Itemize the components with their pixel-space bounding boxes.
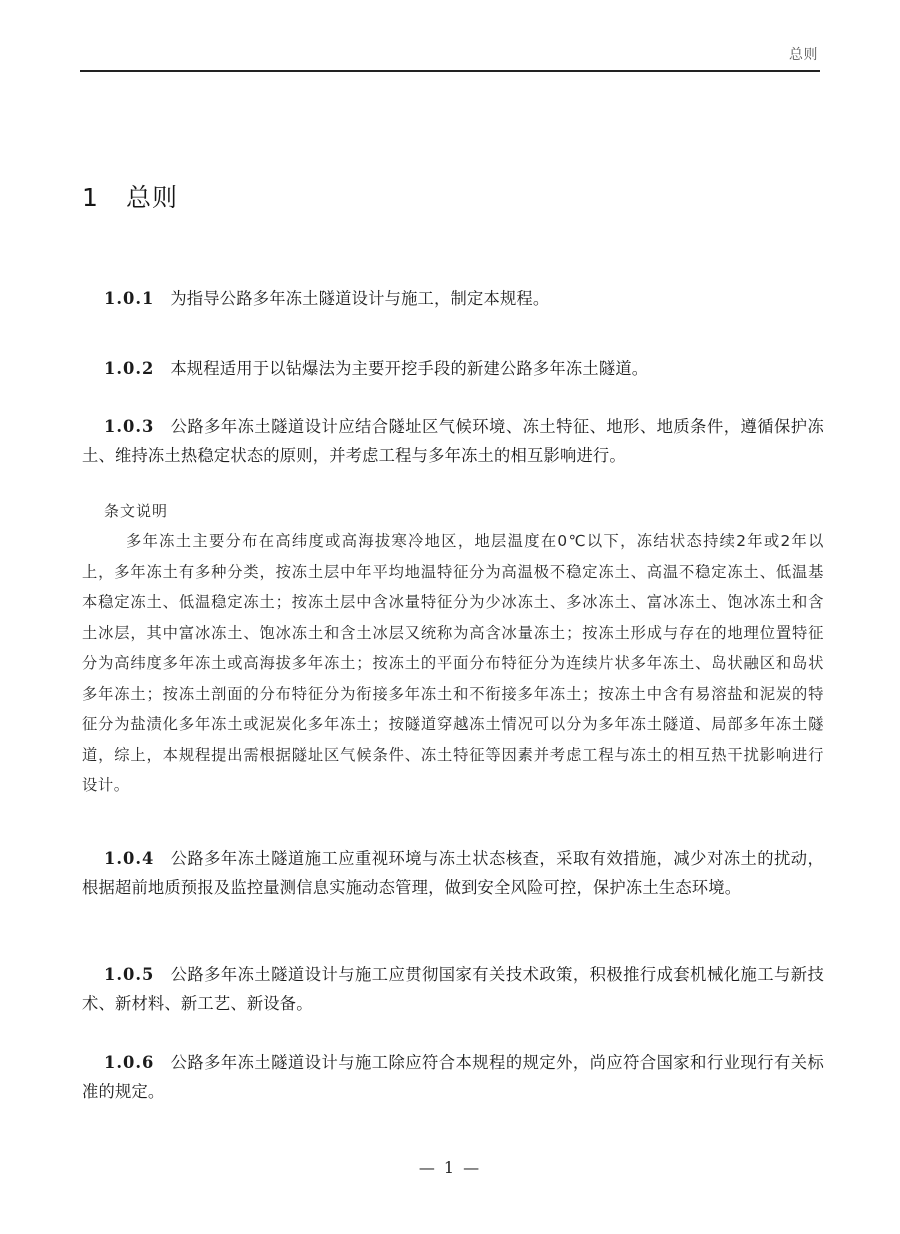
clause-text: 公路多年冻土隧道设计应结合隧址区气候环境、冻土特征、地形、地质条件，遵循保护冻土、维持冻土热稳定状态的原则，并考虑工程与多年冻土的相互影响进行。: [82, 417, 824, 465]
clause-1-0-4: [82, 844, 824, 902]
running-head: 总则: [789, 47, 818, 63]
clause-1-0-6: [82, 1048, 824, 1106]
clause-text: 公路多年冻土隧道施工应重视环境与冻土状态核查，采取有效措施，减少对冻土的扰动，根据超前地质预报及监控量测信息实施动态管理，做到安全风险可控，保护冻土生态环境。: [82, 849, 824, 897]
clause-number: 1.0.5: [104, 965, 155, 984]
clause-number: 1.0.4: [104, 849, 155, 868]
clause-1-0-3: [82, 412, 824, 470]
clause-1-0-5: [82, 960, 824, 1018]
page-number: — 1 —: [418, 1158, 482, 1177]
note-label: 条文说明: [104, 502, 169, 520]
clause-text: 本规程适用于以钻爆法为主要开挖手段的新建公路多年冻土隧道。: [170, 359, 649, 378]
chapter-title-text: 总则: [126, 183, 179, 212]
clause-number: 1.0.3: [104, 417, 155, 436]
clause-text: 为指导公路多年冻土隧道设计与施工，制定本规程。: [170, 289, 550, 308]
clause-number: 1.0.6: [104, 1053, 155, 1072]
chapter-number: 1: [82, 183, 99, 212]
clause-number: 1.0.1: [104, 289, 155, 308]
clause-text: 公路多年冻土隧道设计与施工应贯彻国家有关技术政策，积极推行成套机械化施工与新技术、新材料、新工艺、新设备。: [82, 965, 824, 1013]
note-body: 多年冻土主要分布在高纬度或高海拔寒冷地区，地层温度在0℃以下，冻结状态持续2年或2年以上，多年冻土有多种分类，按冻土层中年平均地温特征分为高温极不稳定冻土、高温不稳定冻土、低温基本稳定冻土、低温稳定冻土；按冻土层中含冰量特征分为少冰冻土、多冰冻土、富冰冻土、饱冰冻土和含土冰层，其中富冰冻土、饱冰冻土和含土冰层又统称为高含冰量冻土；按冻土形成与存在的地理位置特征分为高纬度多年冻土或高海拔多年冻土；按冻土的平面分布特征分为连续片状多年冻土、岛状融区和岛状多年冻土；按冻土剖面的分布特征分为衔接多年冻土和不衔接多年冻土；按冻土中含有易溶盐和泥炭的特征分为盐渍化多年冻土或泥炭化多年冻土；按隧道穿越冻土情况可以分为多年冻土隧道、局部多年冻土隧道，综上，本规程提出需根据隧址区气候条件、冻土特征等因素并考虑工程与冻土的相互热干扰影响进行设计。: [82, 532, 824, 794]
clause-text: 公路多年冻土隧道设计与施工除应符合本规程的规定外，尚应符合国家和行业现行有关标准的规定。: [82, 1053, 824, 1101]
clause-explanation: [82, 498, 824, 801]
clause-1-0-1: [82, 284, 824, 313]
header-rule: [80, 70, 820, 72]
clause-number: 1.0.2: [104, 359, 155, 378]
clause-1-0-2: [82, 354, 824, 383]
chapter-title: [82, 178, 178, 214]
